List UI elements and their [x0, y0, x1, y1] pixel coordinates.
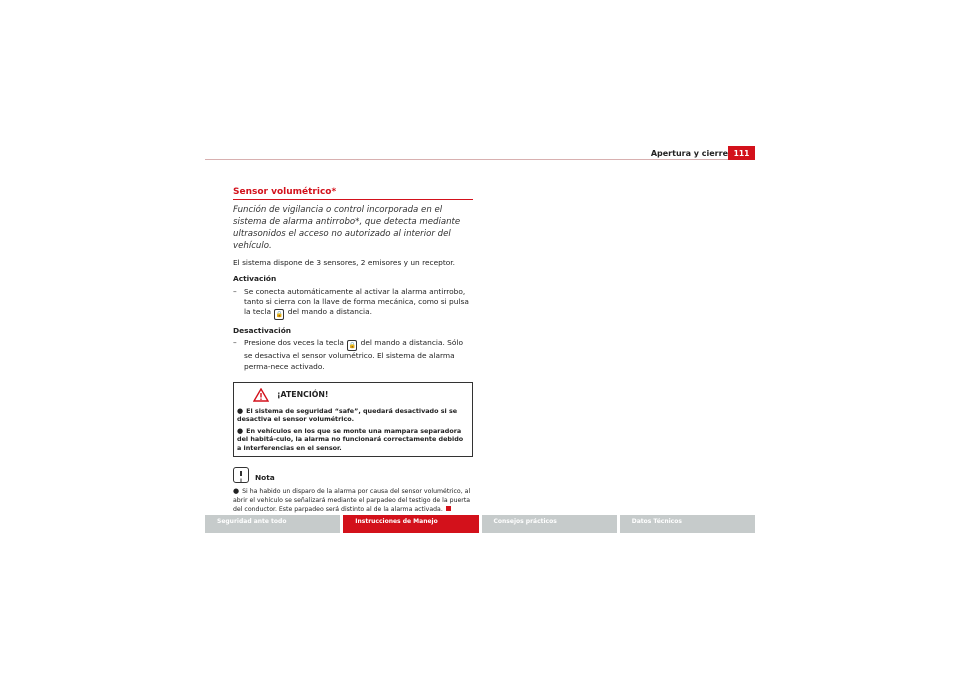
deactivation-text-after: del mando a distancia. Sólo se desactiva el sensor volumétrico. El sistema de alarma perma-nece activado.	[244, 338, 463, 371]
deactivation-label: Desactivación	[233, 326, 292, 336]
header-rule	[205, 159, 755, 160]
warning-header	[237, 386, 469, 404]
warning-triangle-icon	[253, 388, 269, 402]
activation-text-after: del mando a distancia.	[287, 307, 372, 317]
bullet: ●	[233, 487, 240, 496]
warning-item	[237, 407, 469, 424]
article-intro: El sistema dispone de 3 sensores, 2 emisores y un receptor.	[233, 258, 455, 267]
activation-step	[233, 287, 473, 321]
page-number: 111	[728, 146, 755, 160]
note-header	[233, 467, 473, 483]
activation-text-before: Se conecta automáticamente al activar la alarma antirrobo, tanto si cierra con la llave de forma mecánica, como si pulsa la tecla	[244, 286, 469, 317]
article-lead: Función de vigilancia o control incorporada en el sistema de alarma antirrobo*, que detecta mediante ultrasonidos el acceso no autorizado al interior del vehículo.	[233, 205, 461, 251]
dash-marker: –	[233, 338, 237, 348]
activation-text	[244, 287, 473, 321]
bullet: ●	[237, 407, 244, 416]
activation-label: Activación	[233, 274, 277, 284]
deactivation-step	[233, 338, 473, 372]
note-title: Nota	[255, 473, 275, 483]
footer-nav	[205, 515, 755, 533]
title-rule	[233, 199, 473, 200]
footer-tab-datos[interactable]: Datos Técnicos	[620, 515, 755, 533]
note-item-text: Si ha habido un disparo de la alarma por causa del sensor volumétrico, al abrir el vehículo se señalizará mediante el parpadeo del testigo de la puerta del conductor. Este parpadeo será distinto al de la alarma activada.	[233, 488, 471, 513]
note-item	[233, 487, 473, 514]
article	[233, 186, 473, 514]
lock-key-icon: 🔒	[275, 311, 284, 319]
lock-key-icon: 🔒	[348, 342, 357, 350]
warning-box	[233, 382, 473, 457]
warning-item-text: En vehículos en los que se monte una mampara separadora del habitá-culo, la alarma no funcionará correctamente debido a interferencias en el sensor.	[237, 426, 464, 452]
bullet: ●	[237, 426, 244, 435]
footer-tab-consejos[interactable]: Consejos prácticos	[482, 515, 617, 533]
deactivation-text	[244, 338, 473, 372]
section-title: Apertura y cierre	[650, 149, 728, 158]
footer-tab-instrucciones[interactable]: Instrucciones de Manejo	[343, 515, 478, 533]
end-of-section-marker	[446, 506, 451, 511]
warning-item-text: El sistema de seguridad “safe”, quedará desactivado si se desactiva el sensor volumétrico.	[237, 407, 458, 424]
article-title: Sensor volumétrico*	[233, 187, 337, 197]
dash-marker: –	[233, 286, 237, 296]
warning-title: ¡ATENCIÓN!	[277, 389, 329, 399]
deactivation-text-before: Presione dos veces la tecla	[244, 338, 344, 348]
note-icon	[233, 467, 249, 483]
footer-tab-seguridad[interactable]: Seguridad ante todo	[205, 515, 340, 533]
warning-item	[237, 427, 469, 452]
